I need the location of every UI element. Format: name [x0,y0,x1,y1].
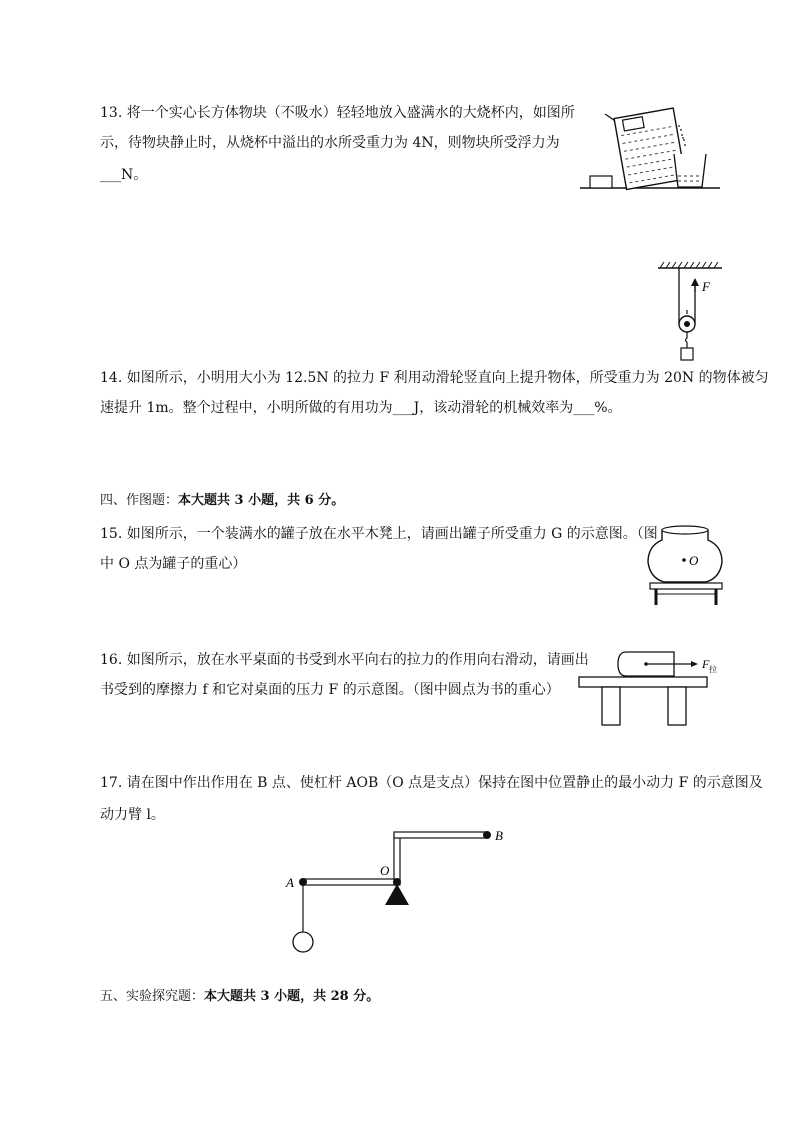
point-A [299,878,307,886]
q13-line-1: 13. 将一个实心长方体物块（不吸水）轻轻地放入盛满水的大烧杯内，如图所 [100,105,575,121]
section-5-title: 五、实验探究题： [100,989,205,1004]
q14-pulley-figure [650,258,730,368]
q17-lever-figure [280,822,520,962]
q17-label-B: B [495,828,503,843]
q16-line-2: 书受到的摩擦力 f 和它对桌面的压力 F 的示意图。（图中圆点为书的重心） [100,682,560,698]
q17-line-2: 动力臂 l。 [100,807,165,823]
q15-line-1: 15. 如图所示，一个装满水的罐子放在水平木凳上，请画出罐子所受重力 G 的示意图。（图 [100,526,658,542]
q16-book-table-figure [576,648,726,730]
q16-label-F: F [702,657,710,671]
q17-line-1: 17. 请在图中作出作用在 B 点、使杠杆 AOB（O 点是支点）保持在图中位置静止的最小动力 F 的示意图及 [100,775,763,791]
tilted-beaker [605,102,686,191]
q13-line-3: ___N。 [100,167,148,183]
point-B [483,831,491,839]
q14-label-F: F [702,279,710,294]
center-of-gravity-dot [682,558,686,562]
q15-line-2: 中 O 点为罐子的重心） [100,556,247,572]
section-5-detail: 本大题共 3 小题，共 28 分。 [204,989,380,1004]
section-4-heading [100,491,344,511]
q13-line-2: 示，待物块静止时，从烧杯中溢出的水所受重力为 4N，则物块所受浮力为 [100,135,560,151]
q15-jar-figure [640,522,730,610]
small-cup [674,154,706,187]
q13-beaker-figure [578,100,723,192]
hanging-ball [293,932,313,952]
q15-label-O: O [689,553,699,568]
q17-label-O: O [380,863,390,878]
q14-line-1: 14. 如图所示，小明用大小为 12.5N 的拉力 F 利用动滑轮竖直向上提升物体，所受重力为 20N 的物体被匀 [100,370,769,386]
q16-label-sub: 拉 [709,665,717,674]
jar [648,530,722,582]
load-block [681,348,693,360]
table-top [579,677,707,687]
section-4-title: 四、作图题： [100,493,179,508]
section-4-detail: 本大题共 3 小题，共 6 分。 [178,493,345,508]
q17-label-A: A [286,875,294,890]
fulcrum-triangle [385,884,409,905]
q16-line-1: 16. 如图所示，放在水平桌面的书受到水平向右的拉力的作用向右滑动，请画出 [100,652,589,668]
stool-top [650,583,722,589]
q14-line-2: 速提升 1m。整个过程中，小明所做的有用功为___J，该动滑轮的机械效率为___%。 [100,400,622,416]
block-on-ground [590,176,612,188]
section-5-heading [100,987,379,1007]
